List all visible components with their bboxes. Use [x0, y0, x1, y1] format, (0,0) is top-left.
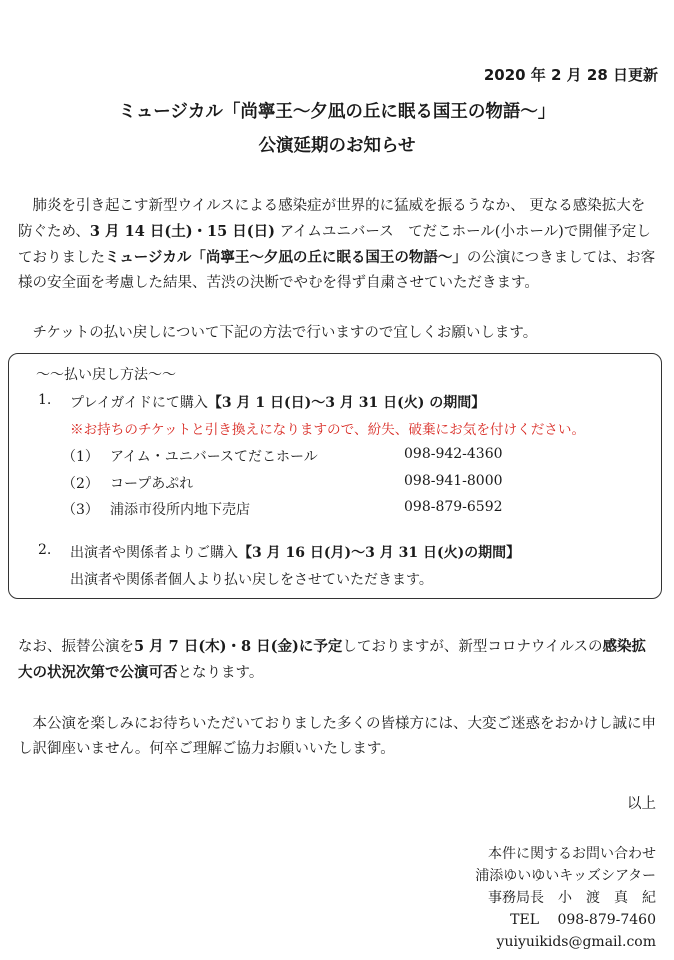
contact-person: 事務局長 小 渡 真 紀 — [488, 890, 656, 906]
intro-text-b: アイムユニバース てだこホール(小ホール)で開催予定しておりました — [18, 224, 651, 266]
refund-item-1-number: 1. — [38, 392, 52, 408]
venue-3-number: （3） — [62, 502, 99, 518]
contact-email: yuiyuikids@gmail.com — [496, 934, 656, 950]
refund-warning: ※お持ちのチケットと引き換えになりますので、紛失、破棄にお気を付けください。 — [70, 422, 586, 438]
refund-item-2 — [70, 542, 520, 562]
intro-text-a: 肺炎を引き起こす新型ウイルスによる感染症が世界的に猛威を振るうなか、 更なる感染拡大を防ぐため、 — [18, 198, 646, 240]
update-date: 2020 年 2 月 28 日更新 — [483, 66, 658, 84]
contact-phone: TEL 098-879-7460 — [510, 912, 656, 928]
notice-text-d: となります。 — [177, 665, 264, 681]
notice-condition: 感染拡大の状況次第で公演可否 — [18, 638, 647, 681]
venue-2-phone: 098-941-8000 — [404, 473, 503, 489]
venue-1-number: （1） — [62, 449, 99, 465]
notice-text-b: しておりますが、新型コロナウイルスの — [342, 639, 603, 655]
intro-musical-title: ミュージカル「尚寧王〜夕凪の丘に眠る国王の物語〜」 — [105, 249, 467, 266]
refund-intro: チケットの払い戻しについて下記の方法で行いますので宜しくお願いします。 — [18, 325, 538, 341]
refund-box — [8, 353, 662, 599]
closing: 以上 — [627, 796, 656, 812]
refund-heading: 〜〜払い戻し方法〜〜 — [36, 367, 176, 383]
contact-block — [475, 843, 656, 953]
venue-2-name: コープあぷれ — [110, 476, 194, 492]
refund-item-1 — [70, 392, 485, 412]
notice-text-a: なお、振替公演を — [18, 639, 134, 655]
intro-paragraph — [18, 194, 658, 296]
contact-heading: 本件に関するお問い合わせ — [488, 846, 656, 862]
contact-organization: 浦添ゆいゆいキッズシアター — [475, 868, 656, 884]
refund-item-1-period: 【3 月 1 日(日)〜3 月 31 日(火) の期間】 — [207, 395, 486, 411]
refund-item-2-note: 出演者や関係者個人より払い戻しをさせていただきます。 — [70, 572, 433, 588]
notice-paragraph — [18, 634, 658, 686]
intro-dates: 3 月 14 日(土)・15 日(日) — [89, 223, 276, 240]
page-title: ミュージカル「尚寧王〜夕凪の丘に眠る国王の物語〜」 — [118, 102, 556, 122]
venue-1-phone: 098-942-4360 — [404, 446, 503, 462]
intro-text-c: の公演につきましては、お客様の安全面を考慮した結果、苦渋の決断でやむを得ず自粛させていただきます。 — [18, 250, 656, 291]
venue-3-phone: 098-879-6592 — [404, 499, 503, 515]
refund-item-2-text: 出演者や関係者よりご購入 — [70, 545, 238, 561]
apology-paragraph: 本公演を楽しみにお待ちいただいておりました多くの皆様方には、大変ご迷惑をおかけし誠に申し訳御座いません。何卒ご理解ご協力お願いいたします。 — [18, 716, 656, 757]
refund-item-1-text: プレイガイドにて購入 — [70, 395, 208, 411]
venue-1-name: アイム・ユニバースてだこホール — [110, 449, 318, 465]
notice-dates: 5 月 7 日(木)・8 日(金)に予定 — [134, 638, 343, 655]
venue-2-number: （2） — [62, 476, 99, 492]
refund-item-2-number: 2. — [38, 542, 52, 558]
page-subtitle: 公演延期のお知らせ — [258, 136, 416, 156]
refund-item-2-period: 【3 月 16 日(月)〜3 月 31 日(火)の期間】 — [238, 545, 521, 561]
venue-3-name: 浦添市役所内地下売店 — [110, 502, 250, 518]
